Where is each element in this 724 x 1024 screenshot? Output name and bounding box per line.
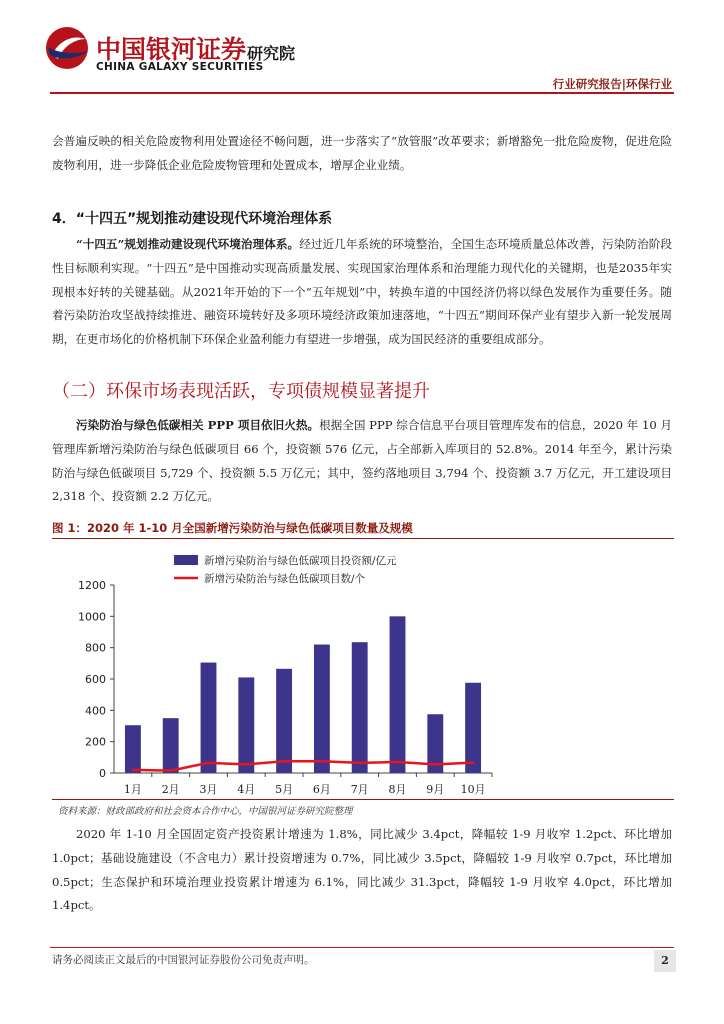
footer-divider [50, 947, 674, 948]
y-tick-label: 600 [85, 673, 106, 686]
line-point [396, 761, 398, 763]
x-tick-label: 7月 [350, 783, 369, 796]
figure-source: 资料来源：财政部政府和社会资本合作中心，中国银河证券研究院整理 [58, 806, 353, 817]
logo-english-name: CHINA GALAXY SECURITIES [96, 61, 264, 73]
line-point [245, 763, 247, 765]
paragraph-fixed-asset-investment: 2020 年 1-10 月全国固定资产投资累计增速为 1.8%，同比减少 3.4pct，降幅较 1-9 月收窄 1.2pct、环比增加 1.0pct；基础设施建设（不含电力）累计投资增速为 0.7%，同比减少 3.5pct，降幅较 1-9 月收窄 0.7pct，环比增加 0.5pct；生态保护和环境治理业投资累计增速为 6.1%，同比减少 31.3pct，降幅较 1-9 月收窄 4.0pct，环比增加 1.4pct。 [52, 827, 672, 913]
figure-title: 图 1：2020 年 1-10 月全国新增污染防治与绿色低碳项目数量及规模 [52, 521, 413, 535]
report-type-label: 行业研究报告|环保行业 [552, 77, 672, 91]
section-heading-market: （二）环保市场表现活跃，专项债规模显著提升 [52, 381, 430, 402]
bar-investment [163, 718, 179, 773]
bar-investment [465, 683, 481, 773]
line-point [283, 760, 285, 762]
figure-bottom-rule [52, 799, 674, 800]
paragraph-lead-bold: 污染防治与绿色低碳相关 PPP 项目依旧火热。 [76, 418, 320, 432]
x-tick-label: 10月 [460, 783, 486, 796]
line-point [207, 762, 209, 764]
bar-investment [201, 663, 217, 773]
line-point [434, 763, 436, 765]
x-tick-label: 6月 [312, 783, 331, 796]
line-point [472, 761, 474, 763]
paragraph-body: 经过近几年系统的环境整治，全国生态环境质量总体改善，污染防治阶段性目标顺利实现。“十四五”是中国推动实现高质量发展、实现国家治理体系和治理能力现代化的关键期，也是2035年实现根本好转的关键基础。从2021年开始的下一个“五年规划”中，转换车道的中国经济仍将以绿色发展作为重要任务。随着污染防治攻坚战持续推进、融资环境转好及多项环境经济政策加速落地，“十四五”期间环保产业有望步入新一轮发展周期，在更市场化的价格机制下环保企业盈利能力有望进一步增强，成为国民经济的重要组成部分。 [52, 237, 672, 347]
logo-institute: 研究院 [247, 44, 296, 63]
y-tick-label: 800 [85, 641, 106, 655]
paragraph-body: 根据全国 PPP 综合信息平台项目管理库发布的信息，2020 年 10 月管理库新增污染防治与绿色低碳项目 66 个，投资额 576 亿元，占全部新入库项目的 52.8%。2014 年至今，累计污染防治与绿色低碳项目 5,729 个、投资额 5.5 万亿元；其中，签约落地项目 3,794 个、投资额 3.7 万亿元，开工建设项目 2,318 个、投资额 2.2 万亿元。 [52, 418, 672, 504]
y-tick-label: 0 [99, 767, 106, 780]
x-tick-label: 8月 [388, 783, 407, 796]
galaxy-logo-icon [44, 25, 90, 71]
line-project-count [133, 761, 473, 770]
page-number: 2 [654, 950, 676, 972]
bar-investment [314, 645, 330, 773]
legend-swatch-investment [174, 555, 198, 565]
y-tick-label: 1000 [78, 610, 106, 624]
bar-investment [352, 642, 368, 773]
x-tick-label: 1月 [123, 783, 142, 796]
bar-investment [390, 616, 406, 773]
investment-chart [52, 540, 674, 798]
logo-chinese-name: 中国银河证券 [96, 35, 247, 64]
section-heading-14th-five-year: 4．“十四五”规划推动建设现代环境治理体系 [52, 211, 333, 227]
paragraph-14th-five-year [52, 233, 672, 352]
y-tick-label: 200 [85, 735, 106, 749]
bar-investment [125, 725, 141, 773]
bar-investment [276, 669, 292, 773]
x-tick-label: 4月 [237, 783, 256, 796]
bar-investment [238, 677, 254, 773]
line-point [132, 769, 134, 771]
paragraph-ppp [52, 414, 672, 509]
y-tick-label: 400 [85, 704, 106, 718]
x-tick-label: 3月 [199, 783, 218, 796]
line-point [170, 769, 172, 771]
header-divider [50, 92, 674, 94]
page-header [0, 0, 724, 95]
figure-top-rule [52, 538, 674, 539]
line-point [321, 760, 323, 762]
footer-disclaimer: 请务必阅读正文最后的中国银河证券股份公司免责声明。 [52, 954, 315, 966]
legend-label-investment: 新增污染防治与绿色低碳项目投资额/亿元 [204, 555, 397, 567]
y-tick-label: 1200 [78, 579, 106, 592]
line-point [359, 762, 361, 764]
paragraph-hazardous-waste: 会普遍反映的相关危险废物利用处置途径不畅问题，进一步落实了“放管服”改革要求；新增豁免一批危险废物，促进危险废物利用，进一步降低企业危险废物管理和处置成本，增厚企业业绩。 [52, 134, 672, 172]
x-tick-label: 9月 [426, 783, 445, 796]
legend-label-count: 新增污染防治与绿色低碳项目数/个 [204, 573, 366, 585]
x-tick-label: 5月 [275, 783, 294, 796]
x-tick-label: 2月 [161, 783, 180, 796]
paragraph-lead-bold: “十四五”规划推动建设现代环境治理体系。 [76, 237, 300, 251]
